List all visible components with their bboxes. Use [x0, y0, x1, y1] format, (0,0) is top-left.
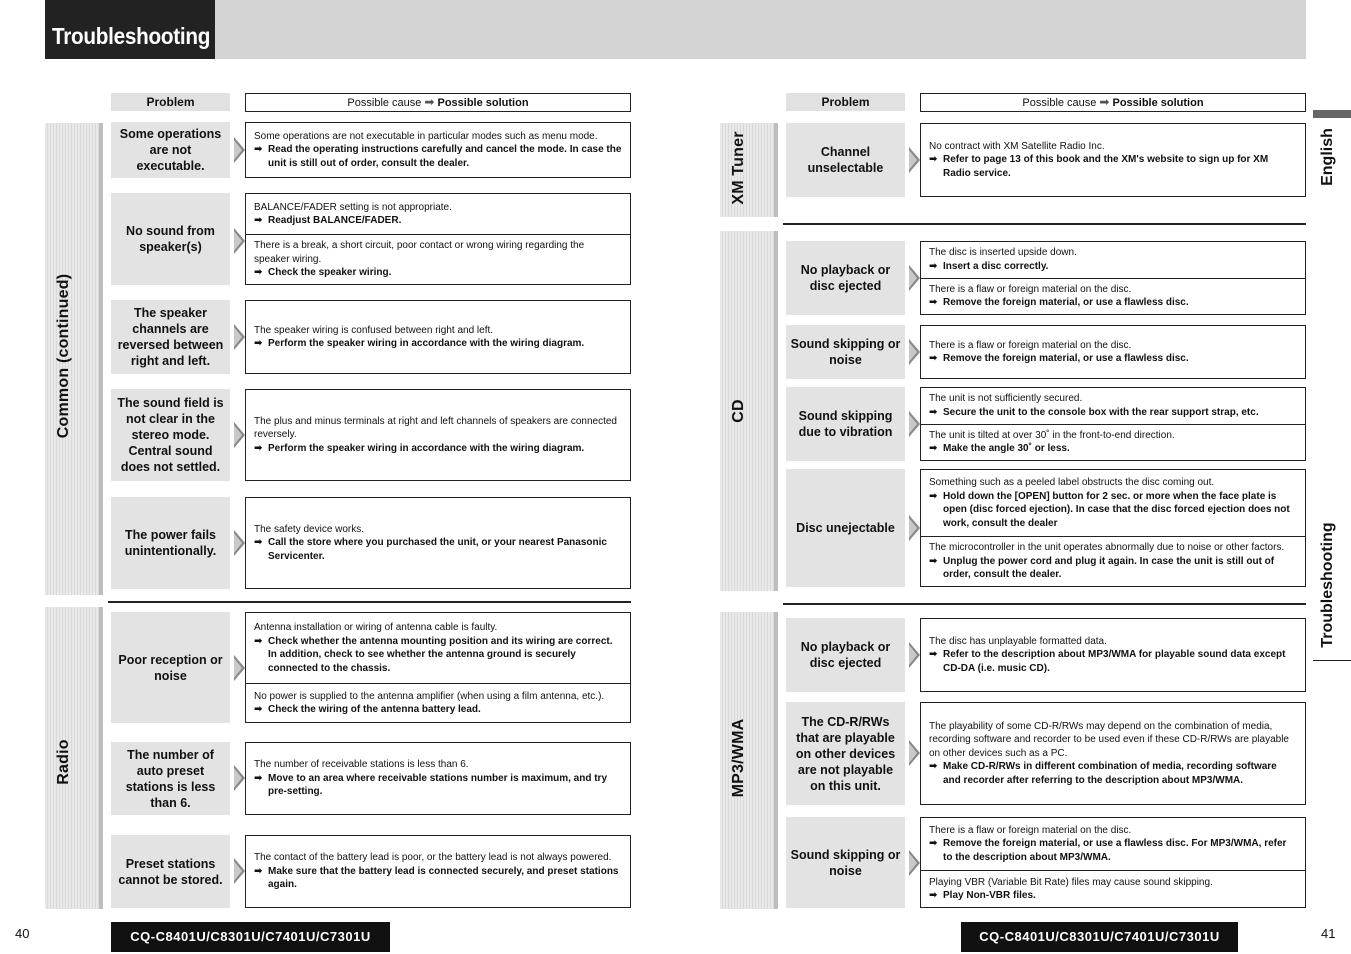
page-number-right: 41 — [1321, 926, 1336, 941]
solution-box — [920, 123, 1306, 197]
header-band — [215, 0, 1306, 59]
fix-text: ➡ Call the store where you purchased the unit, or your nearest Panasonic Servicenter. — [254, 536, 622, 563]
pointer-arrow — [909, 265, 920, 291]
cause-text: There is a break, a short circuit, poor contact or wrong wiring regarding the speaker wiring. — [254, 240, 585, 265]
cause-text: The number of receivable stations is less than 6. — [254, 759, 469, 771]
pointer-arrow — [909, 147, 920, 173]
page-number-left: 40 — [15, 926, 30, 941]
problem-cell: No playback or disc ejected — [786, 241, 905, 315]
solution-box — [920, 241, 1306, 315]
section-divider — [783, 603, 1306, 605]
fix-text: ➡ Check whether the antenna mounting position and its wiring are correct. In addition, check to see whether the antenna ground is securely connected to the chassis. — [254, 635, 622, 676]
cause-text: No contract with XM Satellite Radio Inc. — [929, 140, 1105, 152]
page-title: Troubleshooting — [52, 23, 211, 49]
pointer-arrow — [234, 324, 245, 350]
pointer-arrow — [234, 655, 245, 681]
cause-text: There is a flaw or foreign material on the disc. — [929, 283, 1132, 295]
pointer-arrow — [234, 137, 245, 163]
solution-box — [920, 325, 1306, 379]
problem-cell: Channel unselectable — [786, 123, 905, 197]
pointer-arrow — [234, 530, 245, 556]
cause-text: There is a flaw or foreign material on the disc. — [929, 339, 1132, 351]
problem-cell: Poor reception or noise — [111, 612, 230, 723]
cause-text: The disc is inserted upside down. — [929, 247, 1077, 259]
arrow-icon: ➡ — [424, 95, 435, 109]
section-band-mp3 — [720, 612, 778, 909]
fix-text: ➡ Remove the foreign material, or use a flawless disc. — [929, 352, 1297, 366]
fix-text: ➡ Read the operating instructions carefully and cancel the mode. In case the unit is still out of order, consult the dealer. — [254, 143, 622, 170]
problem-cell: Disc unejectable — [786, 469, 905, 587]
section-label-xm: XM Tuner — [730, 131, 747, 205]
fix-text: ➡ Make the angle 30˚ or less. — [929, 442, 1297, 456]
fix-text: ➡ Check the speaker wiring. — [254, 266, 622, 280]
problem-cell: The speaker channels are reversed between right and left. — [111, 300, 230, 374]
fix-text: ➡ Play Non-VBR files. — [929, 889, 1297, 903]
cause-header: Possible cause — [347, 97, 422, 109]
problem-cell: Sound skipping or noise — [786, 325, 905, 379]
fix-text: ➡ Refer to page 13 of this book and the XM's website to sign up for XM Radio service. — [929, 153, 1297, 180]
solution-box — [245, 389, 631, 481]
cause-solution-column-header — [245, 93, 631, 112]
cause-solution-column-header — [920, 93, 1306, 112]
problem-cell: The power fails unintentionally. — [111, 497, 230, 589]
section-label-radio: Radio — [55, 739, 72, 785]
pointer-arrow — [234, 765, 245, 791]
cause-text: Antenna installation or wiring of antenna cable is faulty. — [254, 622, 498, 633]
cause-text: The microcontroller in the unit operates abnormally due to noise or other factors. — [929, 542, 1285, 554]
pointer-arrow — [909, 515, 920, 541]
fix-text: ➡ Secure the unit to the console box with the rear support strap, etc. — [929, 406, 1297, 420]
cause-text: Some operations are not executable in particular modes such as menu mode. — [254, 130, 598, 142]
problem-cell: Preset stations cannot be stored. — [111, 835, 230, 908]
fix-text: ➡ Readjust BALANCE/FADER. — [254, 214, 622, 228]
section-label-common: Common (continued) — [55, 273, 72, 439]
fix-text: ➡ Make sure that the battery lead is connected securely, and preset stations again. — [254, 865, 622, 892]
problem-cell: The sound field is not clear in the stereo mode. Central sound does not settled. — [111, 389, 230, 481]
fix-text: ➡ Make CD-R/RWs in different combination of media, recording software and recorder after referring to the description about MP3/WMA. — [929, 760, 1297, 787]
section-divider — [108, 601, 631, 603]
solution-box — [245, 122, 631, 178]
section-band-common — [45, 123, 103, 595]
fix-text: ➡ Refer to the description about MP3/WMA for playable sound data except CD-DA (i.e. music CD). — [929, 648, 1297, 675]
solution-header: Possible solution — [1112, 97, 1204, 109]
cause-text: There is a flaw or foreign material on the disc. — [929, 824, 1132, 836]
pointer-arrow — [234, 858, 245, 884]
solution-box — [245, 835, 631, 908]
fix-text: ➡ Move to an area where receivable stations number is maximum, and try pre-setting. — [254, 772, 622, 799]
section-band-cd — [720, 231, 778, 591]
fix-text: ➡ Perform the speaker wiring in accordance with the wiring diagram. — [254, 337, 622, 351]
model-badge-right: CQ-C8401U/C8301U/C7401U/C7301U — [961, 922, 1238, 952]
fix-text: ➡ Unplug the power cord and plug it again. In case the unit is still out of order, consult the dealer. — [929, 555, 1297, 582]
solution-box — [920, 469, 1306, 587]
language-tab-bar — [1313, 110, 1351, 118]
cause-text: The contact of the battery lead is poor, or the battery lead is not always powered. — [254, 852, 612, 864]
pointer-arrow — [909, 411, 920, 437]
cause-text: BALANCE/FADER setting is not appropriate. — [254, 201, 452, 213]
fix-text: ➡ Hold down the [OPEN] button for 2 sec. or more when the face plate is open (disc forced ejection). In case that the disc forced ejection does not work, consult the dealer — [929, 490, 1297, 531]
fix-text: ➡ Insert a disc correctly. — [929, 260, 1297, 274]
cause-text: The unit is tilted at over 30˚ in the front-to-end direction. — [929, 429, 1175, 441]
chapter-tab: Troubleshooting — [1319, 522, 1336, 648]
cause-text: The plus and minus terminals at right and left channels of speakers are connected reversely. — [254, 415, 617, 441]
fix-text: ➡ Perform the speaker wiring in accordance with the wiring diagram. — [254, 442, 622, 456]
chapter-tab-line — [1313, 660, 1351, 661]
pointer-arrow — [909, 339, 920, 365]
solution-box — [245, 300, 631, 374]
cause-text: The speaker wiring is confused between right and left. — [254, 324, 494, 336]
fix-text: ➡ Remove the foreign material, or use a flawless disc. For MP3/WMA, refer to the description about MP3/WMA. — [929, 837, 1297, 864]
pointer-arrow — [234, 228, 245, 254]
section-label-cd: CD — [730, 399, 747, 423]
solution-box — [920, 618, 1306, 692]
language-tab: English — [1319, 128, 1336, 186]
pointer-arrow — [909, 850, 920, 876]
problem-cell: No sound from speaker(s) — [111, 193, 230, 285]
problem-cell: The CD-R/RWs that are playable on other devices are not playable on this unit. — [786, 702, 905, 805]
pointer-arrow — [909, 642, 920, 668]
fix-text: ➡ Check the wiring of the antenna battery lead. — [254, 703, 622, 717]
cause-text: Playing VBR (Variable Bit Rate) files may cause sound skipping. — [929, 876, 1213, 888]
solution-box — [245, 612, 631, 723]
cause-header: Possible cause — [1022, 97, 1097, 109]
problem-column-header: Problem — [111, 93, 230, 111]
section-divider — [783, 223, 1306, 225]
solution-header: Possible solution — [437, 97, 529, 109]
cause-text: The safety device works. — [254, 523, 365, 535]
arrow-icon: ➡ — [1099, 95, 1110, 109]
pointer-arrow — [909, 740, 920, 766]
fix-text: ➡ Remove the foreign material, or use a flawless disc. — [929, 296, 1297, 310]
cause-text: The unit is not sufficiently secured. — [929, 393, 1083, 405]
solution-box — [920, 702, 1306, 805]
problem-cell: The number of auto preset stations is less than 6. — [111, 742, 230, 815]
section-label-mp3: MP3/WMA — [730, 718, 747, 798]
cause-text: No power is supplied to the antenna amplifier (when using a film antenna, etc.). — [254, 690, 605, 702]
solution-box — [245, 193, 631, 285]
cause-text: The disc has unplayable formatted data. — [929, 635, 1107, 647]
problem-cell: Sound skipping or noise — [786, 817, 905, 908]
section-band-xm — [720, 123, 778, 217]
problem-cell: Some operations are not executable. — [111, 122, 230, 178]
pointer-arrow — [234, 422, 245, 448]
section-band-radio — [45, 607, 103, 909]
cause-text: The playability of some CD-R/RWs may depend on the combination of media, recording software and recorder to be used even if these CD-R/RWs are playable on other devices such as a PC. — [929, 720, 1289, 759]
solution-box — [920, 817, 1306, 908]
solution-box — [245, 742, 631, 815]
problem-cell: Sound skipping due to vibration — [786, 387, 905, 461]
problem-column-header: Problem — [786, 93, 905, 111]
cause-text: Something such as a peeled label obstructs the disc coming out. — [929, 477, 1215, 488]
problem-cell: No playback or disc ejected — [786, 618, 905, 692]
solution-box — [920, 387, 1306, 461]
model-badge-left: CQ-C8401U/C8301U/C7401U/C7301U — [111, 922, 390, 952]
solution-box — [245, 497, 631, 589]
